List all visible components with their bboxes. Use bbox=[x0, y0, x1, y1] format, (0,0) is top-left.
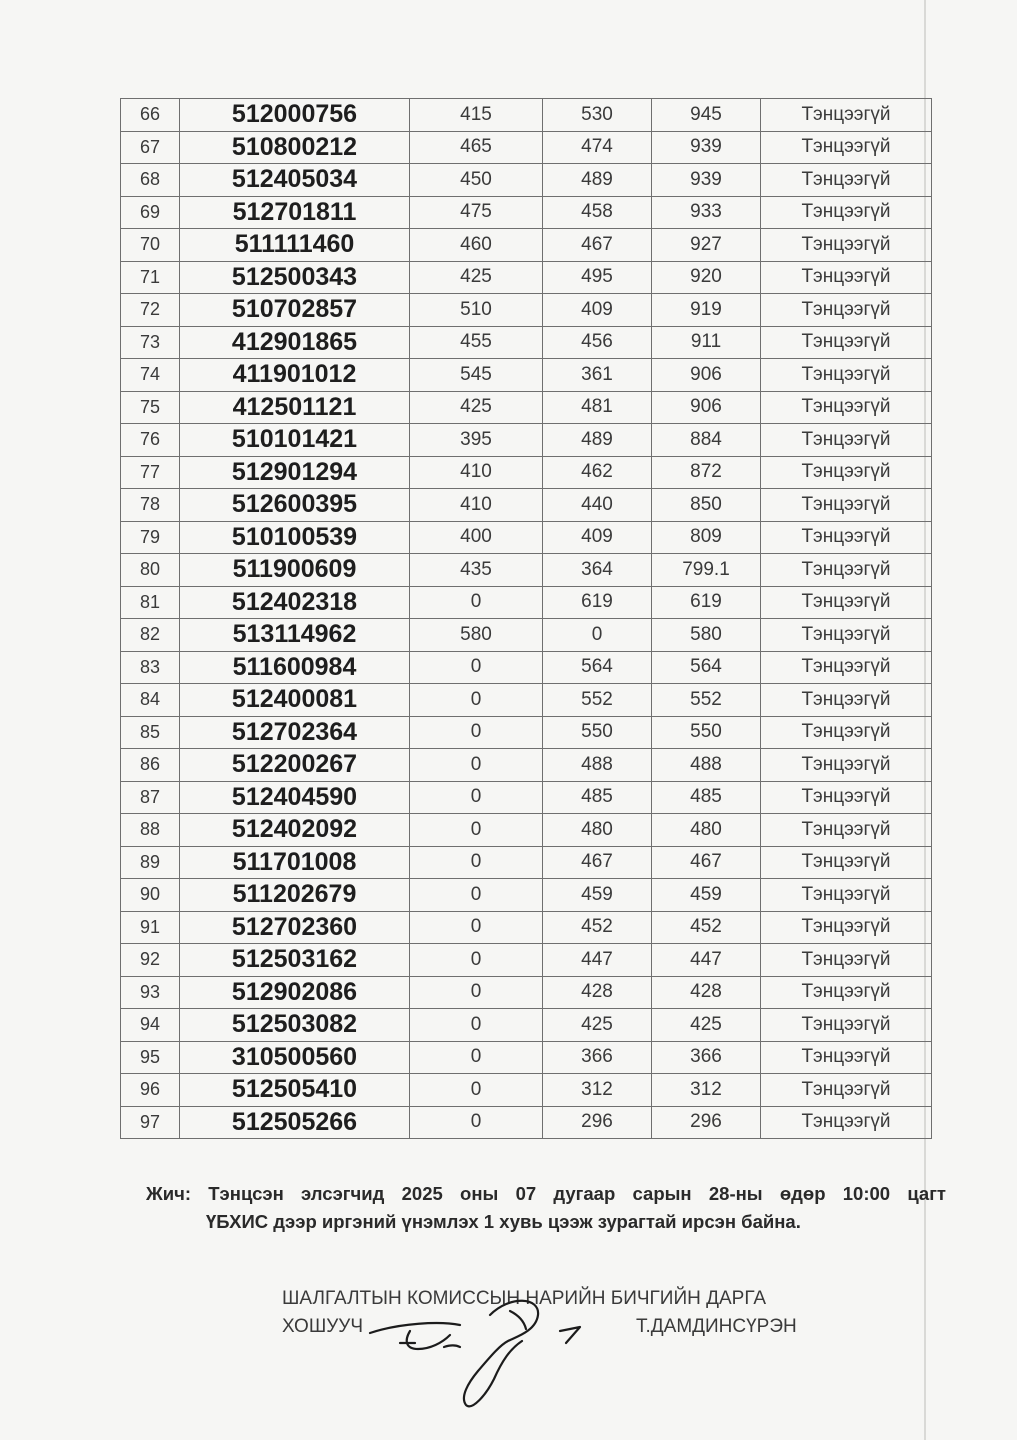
score-1-cell: 450 bbox=[410, 164, 543, 197]
applicant-id-cell: 511600984 bbox=[180, 651, 410, 684]
table-row bbox=[121, 261, 932, 294]
total-score-cell: 296 bbox=[652, 1106, 761, 1139]
applicant-id-cell: 512404590 bbox=[180, 781, 410, 814]
table-row bbox=[121, 424, 932, 457]
total-score-cell: 312 bbox=[652, 1074, 761, 1107]
score-1-cell: 410 bbox=[410, 456, 543, 489]
score-1-cell: 0 bbox=[410, 944, 543, 977]
score-2-cell: 480 bbox=[543, 814, 652, 847]
score-2-cell: 488 bbox=[543, 749, 652, 782]
table-row bbox=[121, 1009, 932, 1042]
applicant-id-cell: 510100539 bbox=[180, 521, 410, 554]
total-score-cell: 809 bbox=[652, 521, 761, 554]
score-1-cell: 400 bbox=[410, 521, 543, 554]
total-score-cell: 488 bbox=[652, 749, 761, 782]
score-2-cell: 425 bbox=[543, 1009, 652, 1042]
score-2-cell: 462 bbox=[543, 456, 652, 489]
table-row bbox=[121, 1041, 932, 1074]
score-2-cell: 440 bbox=[543, 489, 652, 522]
table-row bbox=[121, 1106, 932, 1139]
row-number-cell: 96 bbox=[121, 1074, 180, 1107]
status-cell: Тэнцээгүй bbox=[761, 99, 932, 132]
signer-name: Т.ДАМДИНСҮРЭН bbox=[636, 1316, 797, 1337]
score-1-cell: 475 bbox=[410, 196, 543, 229]
total-score-cell: 485 bbox=[652, 781, 761, 814]
applicant-id-cell: 512600395 bbox=[180, 489, 410, 522]
note bbox=[146, 1180, 946, 1236]
score-2-cell: 452 bbox=[543, 911, 652, 944]
score-1-cell: 0 bbox=[410, 586, 543, 619]
applicant-id-cell: 512505410 bbox=[180, 1074, 410, 1107]
row-number-cell: 82 bbox=[121, 619, 180, 652]
row-number-cell: 79 bbox=[121, 521, 180, 554]
table-row bbox=[121, 911, 932, 944]
applicant-id-cell: 513114962 bbox=[180, 619, 410, 652]
score-2-cell: 564 bbox=[543, 651, 652, 684]
score-1-cell: 0 bbox=[410, 781, 543, 814]
status-cell: Тэнцээгүй bbox=[761, 164, 932, 197]
score-2-cell: 489 bbox=[543, 164, 652, 197]
status-cell: Тэнцээгүй bbox=[761, 619, 932, 652]
table-row bbox=[121, 651, 932, 684]
score-2-cell: 467 bbox=[543, 846, 652, 879]
score-1-cell: 0 bbox=[410, 911, 543, 944]
total-score-cell: 850 bbox=[652, 489, 761, 522]
status-cell: Тэнцээгүй bbox=[761, 749, 932, 782]
applicant-id-cell: 512505266 bbox=[180, 1106, 410, 1139]
status-cell: Тэнцээгүй bbox=[761, 586, 932, 619]
row-number-cell: 81 bbox=[121, 586, 180, 619]
row-number-cell: 89 bbox=[121, 846, 180, 879]
applicant-id-cell: 512400081 bbox=[180, 684, 410, 717]
table-row bbox=[121, 99, 932, 132]
table-row bbox=[121, 554, 932, 587]
row-number-cell: 91 bbox=[121, 911, 180, 944]
table-row bbox=[121, 456, 932, 489]
row-number-cell: 67 bbox=[121, 131, 180, 164]
total-score-cell: 872 bbox=[652, 456, 761, 489]
status-cell: Тэнцээгүй bbox=[761, 196, 932, 229]
row-number-cell: 78 bbox=[121, 489, 180, 522]
table-row bbox=[121, 749, 932, 782]
score-2-cell: 366 bbox=[543, 1041, 652, 1074]
score-2-cell: 296 bbox=[543, 1106, 652, 1139]
score-2-cell: 552 bbox=[543, 684, 652, 717]
applicant-id-cell: 512503082 bbox=[180, 1009, 410, 1042]
status-cell: Тэнцээгүй bbox=[761, 944, 932, 977]
applicant-id-cell: 512901294 bbox=[180, 456, 410, 489]
score-2-cell: 428 bbox=[543, 976, 652, 1009]
score-1-cell: 545 bbox=[410, 359, 543, 392]
applicant-id-cell: 512702360 bbox=[180, 911, 410, 944]
status-cell: Тэнцээгүй bbox=[761, 651, 932, 684]
total-score-cell: 945 bbox=[652, 99, 761, 132]
table-row bbox=[121, 879, 932, 912]
applicant-id-cell: 412501121 bbox=[180, 391, 410, 424]
status-cell: Тэнцээгүй bbox=[761, 131, 932, 164]
table-row bbox=[121, 294, 932, 327]
status-cell: Тэнцээгүй bbox=[761, 521, 932, 554]
total-score-cell: 933 bbox=[652, 196, 761, 229]
table-row bbox=[121, 716, 932, 749]
results-table bbox=[120, 98, 932, 1139]
status-cell: Тэнцээгүй bbox=[761, 1041, 932, 1074]
table-row bbox=[121, 359, 932, 392]
total-score-cell: 799.1 bbox=[652, 554, 761, 587]
applicant-id-cell: 512500343 bbox=[180, 261, 410, 294]
status-cell: Тэнцээгүй bbox=[761, 229, 932, 262]
row-number-cell: 83 bbox=[121, 651, 180, 684]
status-cell: Тэнцээгүй bbox=[761, 359, 932, 392]
table-row bbox=[121, 229, 932, 262]
score-1-cell: 410 bbox=[410, 489, 543, 522]
total-score-cell: 884 bbox=[652, 424, 761, 457]
total-score-cell: 452 bbox=[652, 911, 761, 944]
applicant-id-cell: 512402318 bbox=[180, 586, 410, 619]
score-1-cell: 460 bbox=[410, 229, 543, 262]
status-cell: Тэнцээгүй bbox=[761, 554, 932, 587]
applicant-id-cell: 512701811 bbox=[180, 196, 410, 229]
status-cell: Тэнцээгүй bbox=[761, 846, 932, 879]
score-1-cell: 425 bbox=[410, 261, 543, 294]
row-number-cell: 87 bbox=[121, 781, 180, 814]
table-row bbox=[121, 684, 932, 717]
score-2-cell: 409 bbox=[543, 294, 652, 327]
applicant-id-cell: 511111460 bbox=[180, 229, 410, 262]
status-cell: Тэнцээгүй bbox=[761, 781, 932, 814]
total-score-cell: 911 bbox=[652, 326, 761, 359]
row-number-cell: 76 bbox=[121, 424, 180, 457]
score-2-cell: 361 bbox=[543, 359, 652, 392]
applicant-id-cell: 411901012 bbox=[180, 359, 410, 392]
total-score-cell: 919 bbox=[652, 294, 761, 327]
score-1-cell: 395 bbox=[410, 424, 543, 457]
table-row bbox=[121, 976, 932, 1009]
row-number-cell: 70 bbox=[121, 229, 180, 262]
score-1-cell: 0 bbox=[410, 1009, 543, 1042]
score-1-cell: 0 bbox=[410, 1106, 543, 1139]
applicant-id-cell: 511900609 bbox=[180, 554, 410, 587]
total-score-cell: 939 bbox=[652, 164, 761, 197]
note-line-2: ҮБХИС дээр иргэний үнэмлэх 1 хувь цээж зурагтай ирсэн байна. bbox=[206, 1211, 801, 1232]
total-score-cell: 467 bbox=[652, 846, 761, 879]
row-number-cell: 77 bbox=[121, 456, 180, 489]
status-cell: Тэнцээгүй bbox=[761, 814, 932, 847]
score-2-cell: 467 bbox=[543, 229, 652, 262]
table-row bbox=[121, 489, 932, 522]
status-cell: Тэнцээгүй bbox=[761, 326, 932, 359]
score-1-cell: 435 bbox=[410, 554, 543, 587]
score-2-cell: 619 bbox=[543, 586, 652, 619]
total-score-cell: 480 bbox=[652, 814, 761, 847]
score-2-cell: 456 bbox=[543, 326, 652, 359]
status-cell: Тэнцээгүй bbox=[761, 391, 932, 424]
applicant-id-cell: 511701008 bbox=[180, 846, 410, 879]
score-1-cell: 425 bbox=[410, 391, 543, 424]
row-number-cell: 68 bbox=[121, 164, 180, 197]
row-number-cell: 97 bbox=[121, 1106, 180, 1139]
applicant-id-cell: 310500560 bbox=[180, 1041, 410, 1074]
row-number-cell: 75 bbox=[121, 391, 180, 424]
row-number-cell: 84 bbox=[121, 684, 180, 717]
total-score-cell: 906 bbox=[652, 359, 761, 392]
table-row bbox=[121, 131, 932, 164]
signer-rank: ХОШУУЧ bbox=[282, 1316, 364, 1337]
status-cell: Тэнцээгүй bbox=[761, 456, 932, 489]
score-2-cell: 481 bbox=[543, 391, 652, 424]
score-2-cell: 550 bbox=[543, 716, 652, 749]
applicant-id-cell: 512702364 bbox=[180, 716, 410, 749]
score-1-cell: 0 bbox=[410, 1074, 543, 1107]
total-score-cell: 906 bbox=[652, 391, 761, 424]
row-number-cell: 73 bbox=[121, 326, 180, 359]
score-2-cell: 364 bbox=[543, 554, 652, 587]
row-number-cell: 74 bbox=[121, 359, 180, 392]
score-2-cell: 474 bbox=[543, 131, 652, 164]
status-cell: Тэнцээгүй bbox=[761, 911, 932, 944]
score-2-cell: 458 bbox=[543, 196, 652, 229]
row-number-cell: 72 bbox=[121, 294, 180, 327]
score-2-cell: 489 bbox=[543, 424, 652, 457]
applicant-id-cell: 512402092 bbox=[180, 814, 410, 847]
table-row bbox=[121, 846, 932, 879]
table-row bbox=[121, 781, 932, 814]
status-cell: Тэнцээгүй bbox=[761, 424, 932, 457]
total-score-cell: 580 bbox=[652, 619, 761, 652]
row-number-cell: 88 bbox=[121, 814, 180, 847]
score-2-cell: 495 bbox=[543, 261, 652, 294]
row-number-cell: 94 bbox=[121, 1009, 180, 1042]
row-number-cell: 85 bbox=[121, 716, 180, 749]
status-cell: Тэнцээгүй bbox=[761, 879, 932, 912]
table-row bbox=[121, 619, 932, 652]
score-1-cell: 0 bbox=[410, 716, 543, 749]
status-cell: Тэнцээгүй bbox=[761, 684, 932, 717]
total-score-cell: 939 bbox=[652, 131, 761, 164]
score-1-cell: 0 bbox=[410, 879, 543, 912]
table-row bbox=[121, 196, 932, 229]
score-1-cell: 0 bbox=[410, 814, 543, 847]
score-1-cell: 510 bbox=[410, 294, 543, 327]
applicant-id-cell: 512902086 bbox=[180, 976, 410, 1009]
score-2-cell: 0 bbox=[543, 619, 652, 652]
table-row bbox=[121, 944, 932, 977]
total-score-cell: 425 bbox=[652, 1009, 761, 1042]
score-1-cell: 465 bbox=[410, 131, 543, 164]
row-number-cell: 71 bbox=[121, 261, 180, 294]
applicant-id-cell: 412901865 bbox=[180, 326, 410, 359]
applicant-id-cell: 512405034 bbox=[180, 164, 410, 197]
applicant-id-cell: 512000756 bbox=[180, 99, 410, 132]
handwritten-signature bbox=[360, 1285, 600, 1415]
row-number-cell: 66 bbox=[121, 99, 180, 132]
applicant-id-cell: 512200267 bbox=[180, 749, 410, 782]
score-2-cell: 409 bbox=[543, 521, 652, 554]
applicant-id-cell: 512503162 bbox=[180, 944, 410, 977]
score-2-cell: 312 bbox=[543, 1074, 652, 1107]
status-cell: Тэнцээгүй bbox=[761, 1009, 932, 1042]
applicant-id-cell: 510800212 bbox=[180, 131, 410, 164]
table-row bbox=[121, 521, 932, 554]
table-row bbox=[121, 326, 932, 359]
score-1-cell: 455 bbox=[410, 326, 543, 359]
score-2-cell: 485 bbox=[543, 781, 652, 814]
total-score-cell: 447 bbox=[652, 944, 761, 977]
note-line-1: Жич: Тэнцсэн элсэгчид 2025 оны 07 дугаар сарын 28-ны өдөр 10:00 цагт bbox=[146, 1183, 946, 1204]
status-cell: Тэнцээгүй bbox=[761, 1074, 932, 1107]
total-score-cell: 366 bbox=[652, 1041, 761, 1074]
score-1-cell: 0 bbox=[410, 749, 543, 782]
row-number-cell: 86 bbox=[121, 749, 180, 782]
total-score-cell: 920 bbox=[652, 261, 761, 294]
applicant-id-cell: 511202679 bbox=[180, 879, 410, 912]
total-score-cell: 459 bbox=[652, 879, 761, 912]
row-number-cell: 69 bbox=[121, 196, 180, 229]
applicant-id-cell: 510101421 bbox=[180, 424, 410, 457]
status-cell: Тэнцээгүй bbox=[761, 976, 932, 1009]
total-score-cell: 550 bbox=[652, 716, 761, 749]
signer-title: ШАЛГАЛТЫН КОМИССЫН НАРИЙН БИЧГИЙН ДАРГА bbox=[282, 1288, 767, 1309]
score-1-cell: 415 bbox=[410, 99, 543, 132]
table-row bbox=[121, 586, 932, 619]
total-score-cell: 552 bbox=[652, 684, 761, 717]
row-number-cell: 80 bbox=[121, 554, 180, 587]
status-cell: Тэнцээгүй bbox=[761, 716, 932, 749]
score-2-cell: 530 bbox=[543, 99, 652, 132]
row-number-cell: 93 bbox=[121, 976, 180, 1009]
total-score-cell: 428 bbox=[652, 976, 761, 1009]
table-row bbox=[121, 391, 932, 424]
results-table-body bbox=[121, 99, 932, 1139]
score-1-cell: 0 bbox=[410, 976, 543, 1009]
status-cell: Тэнцээгүй bbox=[761, 294, 932, 327]
total-score-cell: 619 bbox=[652, 586, 761, 619]
score-1-cell: 580 bbox=[410, 619, 543, 652]
total-score-cell: 564 bbox=[652, 651, 761, 684]
score-1-cell: 0 bbox=[410, 651, 543, 684]
status-cell: Тэнцээгүй bbox=[761, 1106, 932, 1139]
applicant-id-cell: 510702857 bbox=[180, 294, 410, 327]
row-number-cell: 90 bbox=[121, 879, 180, 912]
score-1-cell: 0 bbox=[410, 1041, 543, 1074]
total-score-cell: 927 bbox=[652, 229, 761, 262]
score-2-cell: 459 bbox=[543, 879, 652, 912]
status-cell: Тэнцээгүй bbox=[761, 489, 932, 522]
score-1-cell: 0 bbox=[410, 684, 543, 717]
score-1-cell: 0 bbox=[410, 846, 543, 879]
row-number-cell: 92 bbox=[121, 944, 180, 977]
table-row bbox=[121, 814, 932, 847]
score-2-cell: 447 bbox=[543, 944, 652, 977]
row-number-cell: 95 bbox=[121, 1041, 180, 1074]
status-cell: Тэнцээгүй bbox=[761, 261, 932, 294]
table-row bbox=[121, 1074, 932, 1107]
table-row bbox=[121, 164, 932, 197]
